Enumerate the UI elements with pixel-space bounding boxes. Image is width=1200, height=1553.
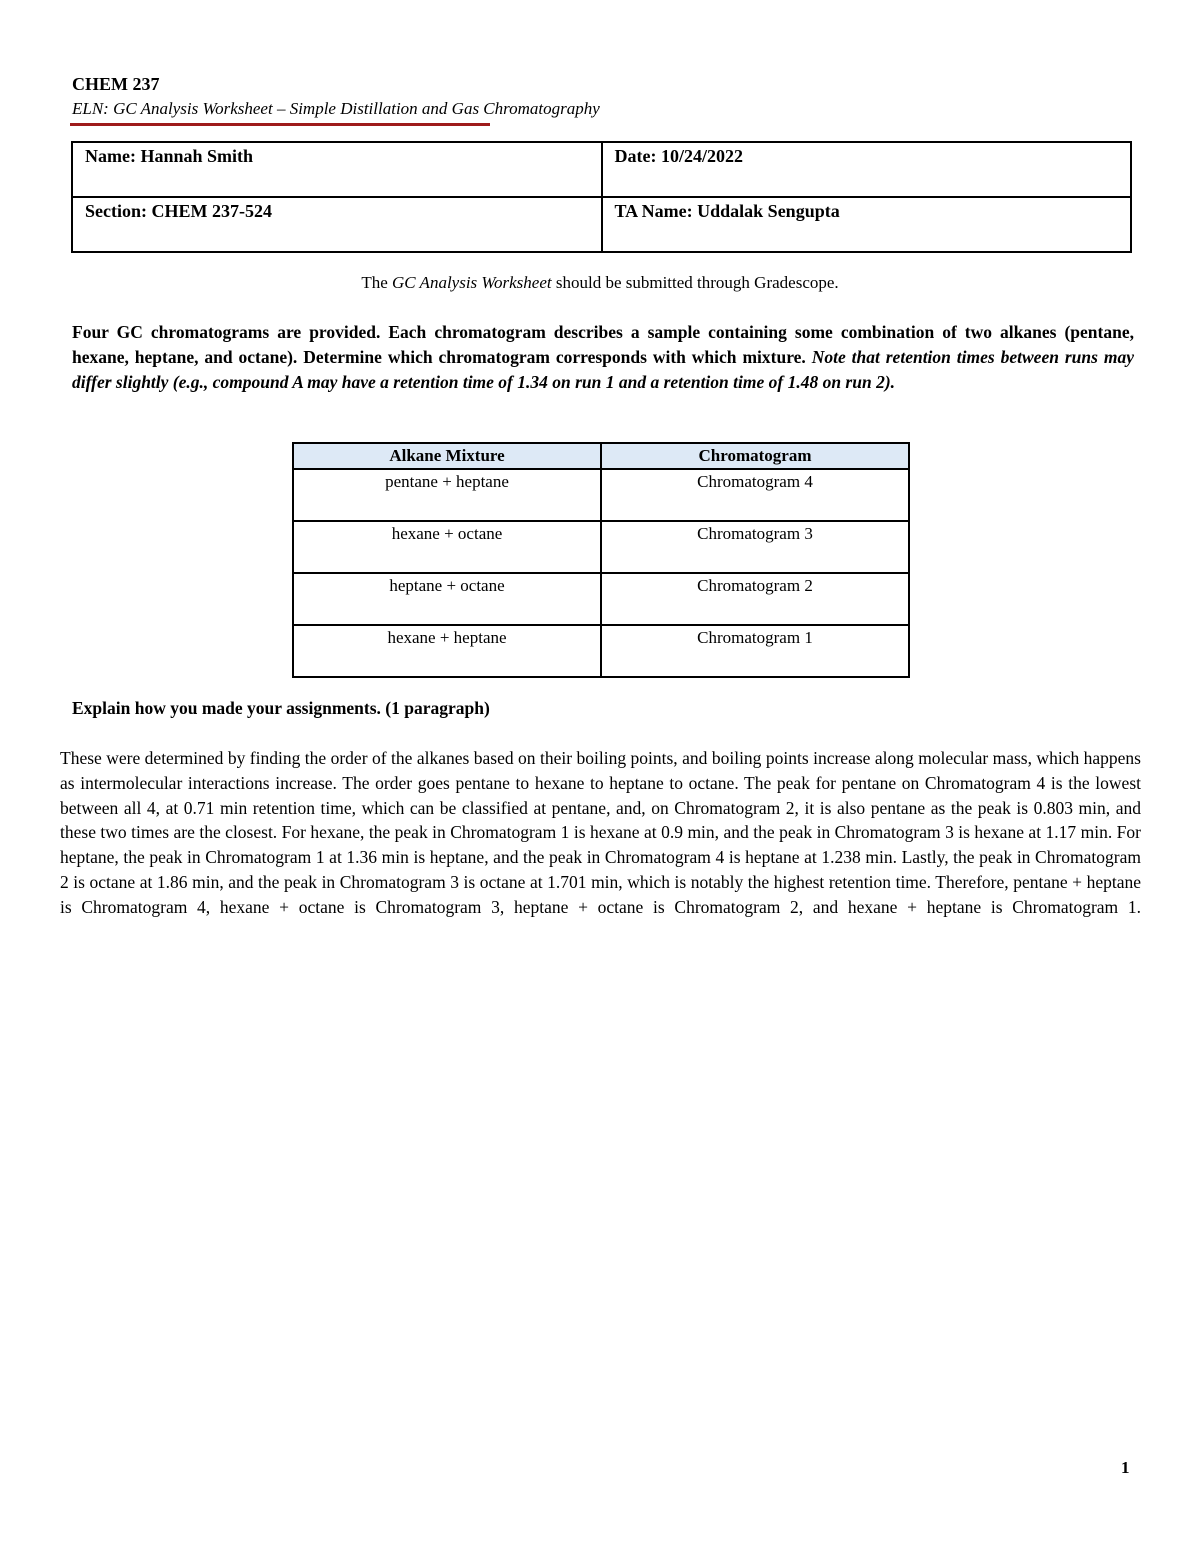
explanation-prompt: Explain how you made your assignments. (1 paragraph) <box>72 698 490 718</box>
header-divider <box>70 123 490 126</box>
explanation-answer: These were determined by finding the order of the alkanes based on their boiling points, and boiling points increase along molecular mass, which happens as intermolecular interactions increase. The order goes pentane to hexane to heptane to octane. The peak for pentane on Chromatogram 4 is the lowest between all 4, at 0.71 min retention time, which can be classified at pentane, and, on Chromatogram 2, it is also pentane as the peak is 0.803 min, and these two times are the closest. For hexane, the peak in Chromatogram 1 is hexane at 0.9 min, and the peak in Chromatogram 3 is hexane at 1.17 min. For heptane, the peak in Chromatogram 1 at 1.36 min is heptane, and the peak in Chromatogram 4 is heptane at 1.238 min. Lastly, the peak in Chromatogram 2 is octane at 1.86 min, and the peak in Chromatogram 3 is octane at 1.701 min, which is notably the highest retention time. Therefore, pentane + heptane is Chromatogram 4, hexane + octane is Chromatogram 3, heptane + octane is Chromatogram 2, and hexane + heptane is Chromatogram 1. <box>60 748 1141 917</box>
table-row <box>293 469 909 521</box>
mixture-cell: heptane + octane <box>293 573 601 625</box>
submission-note <box>0 273 1200 293</box>
chromatogram-cell: Chromatogram 3 <box>601 521 909 573</box>
student-info-table <box>71 141 1132 253</box>
instructions <box>72 320 1134 395</box>
chromatogram-cell: Chromatogram 4 <box>601 469 909 521</box>
instructions-note: Note that retention times between runs may differ slightly (e.g., compound A may have a retention time of 1.34 on run 1 and a retention time of 1.48 on run 2). <box>72 347 1134 392</box>
column-header-mixture: Alkane Mixture <box>293 443 601 469</box>
course-title: CHEM 237 <box>72 74 160 94</box>
section-cell: Section: CHEM 237-524 <box>72 197 602 252</box>
mixture-cell: pentane + heptane <box>293 469 601 521</box>
ta-name-cell: TA Name: Uddalak Sengupta <box>602 197 1132 252</box>
date-cell: Date: 10/24/2022 <box>602 142 1132 197</box>
name-cell: Name: Hannah Smith <box>72 142 602 197</box>
mixture-cell: hexane + heptane <box>293 625 601 677</box>
submission-note-after: should be submitted through Gradescope. <box>551 273 839 292</box>
mixture-cell: hexane + octane <box>293 521 601 573</box>
column-header-chromatogram: Chromatogram <box>601 443 909 469</box>
table-row <box>293 521 909 573</box>
submission-note-worksheet-name: GC Analysis Worksheet <box>392 273 552 292</box>
mixture-assignment-table <box>292 442 910 678</box>
chromatogram-cell: Chromatogram 1 <box>601 625 909 677</box>
chromatogram-cell: Chromatogram 2 <box>601 573 909 625</box>
submission-note-before: The <box>361 273 392 292</box>
instructions-main: Four GC chromatograms are provided. Each chromatogram describes a sample containing some combination of two alkanes (pentane, hexane, heptane, and octane). Determine which chromatogram corresponds with which mixture. <box>72 322 1134 367</box>
page-number: 1 <box>1121 1458 1130 1477</box>
table-row <box>293 625 909 677</box>
table-row <box>293 573 909 625</box>
worksheet-subtitle: ELN: GC Analysis Worksheet – Simple Distillation and Gas Chromatography <box>72 99 600 118</box>
